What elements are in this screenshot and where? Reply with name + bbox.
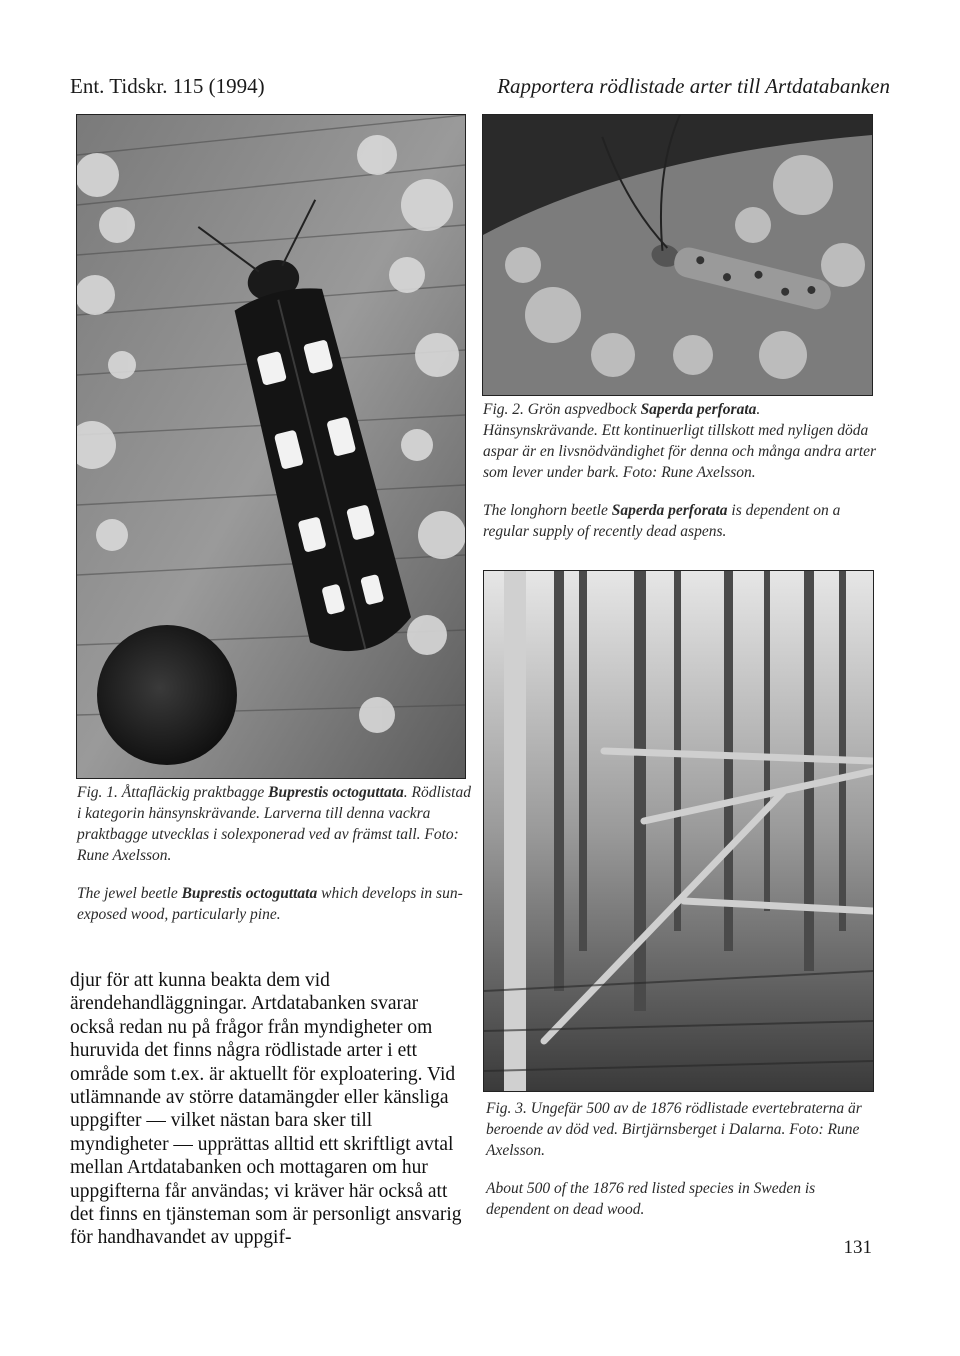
running-title: Rapportera rödlistade arter till Artdatabanken [497,74,890,98]
jewel-beetle-photo [76,114,466,779]
fig1-sv-pre: Åttafläckig praktbagge [117,784,269,801]
fig1-caption-swedish [77,782,472,866]
journal-citation: Ent. Tidskr. 115 (1994) [70,74,265,98]
body-paragraph: djur för att kunna beakta dem vid ärendehandläggningar. Artdatabanken svarar också redan nu på frågor från myndigheter om huruvida det finns några rödlistade arter i ett område som t.ex. är aktuellt för exploatering. Vid utlämnande av större datamängder eller känsliga uppgifter — vilket nästan bara sker till myndigheter — upprättas alltid ett skriftligt avtal mellan Artdatabanken och mottagaren om hur uppgifterna får användas; vi kräver här också att det finns en tjänsteman som är personligt ansvarig för handhavandet av uppgif- [70,970,462,1249]
fig1-sv-post: . Rödlistad i kategorin hänsynskrävande. Larverna till denna vackra praktbagge utvecklas i solexponerad ved av främst tall. Foto: Rune Axelsson. [77,784,471,864]
fig2-species: Saperda perforata [640,401,757,418]
fig2-label: Fig. 2. [483,401,524,418]
dead-wood-forest-photo [483,570,874,1092]
fig2-caption-swedish [483,399,878,483]
fig1-en-species: Buprestis octoguttata [181,885,318,902]
fig3-caption-swedish [486,1098,874,1161]
fig1-en-post: which develops in sun-exposed wood, particularly pine. [77,885,463,923]
fig2-caption-english [483,500,878,542]
fig3-caption [486,1098,874,1220]
fig2-sv-post: . Hänsynskrävande. Ett kontinuerligt tillskott med nyligen döda aspar är en livsnödvändighet för denna och många andra arter som lever under bark. Foto: Rune Axelsson. [483,401,877,481]
fig3-caption-english: About 500 of the 1876 red listed species in Sweden is dependent on dead wood. [486,1180,816,1218]
fig3-sv-text: Ungefär 500 av de 1876 rödlistade evertebraterna är beroende av död ved. Birtjärnsberget i Dalarna. Foto: Rune Axelsson. [486,1100,862,1159]
fig3-label: Fig. 3. [486,1100,527,1117]
fig2-en-post: is dependent on a regular supply of recently dead aspens. [483,502,841,540]
fig1-en-pre: The jewel beetle [77,885,182,902]
fig2-en-species: Saperda perforata [611,502,728,519]
fig1-caption [77,782,472,925]
fig2-caption [483,399,878,542]
fig1-caption-english [77,883,472,925]
fig2-sv-pre: Grön aspvedbock [523,401,641,418]
longhorn-beetle-photo [482,114,873,396]
page-number: 131 [843,1237,872,1258]
fig2-en-pre: The longhorn beetle [483,502,612,519]
fig1-label: Fig. 1. [77,784,118,801]
fig1-species: Buprestis octoguttata [268,784,404,801]
